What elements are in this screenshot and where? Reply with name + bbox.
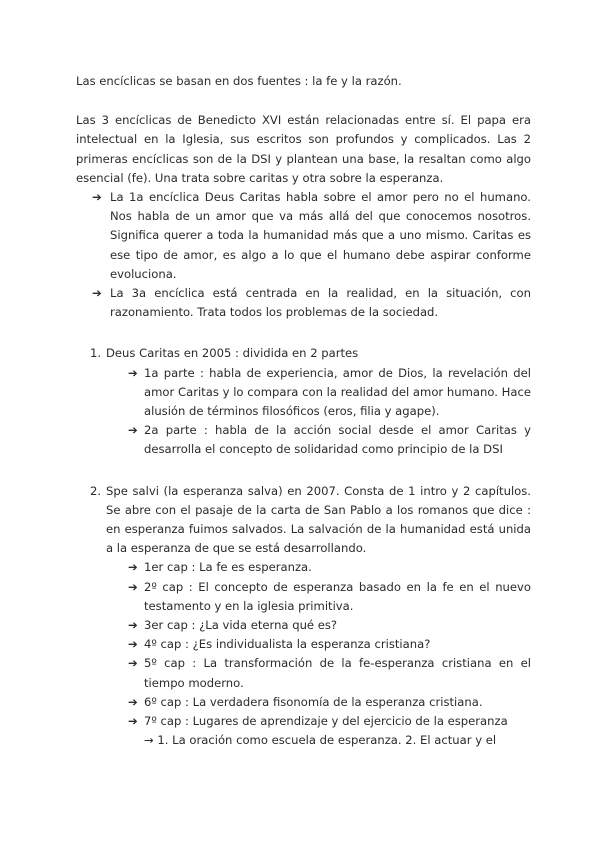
part-text: 1a parte : habla de experiencia, amor de Dios, la revelación del amor Caritas y lo compara con la realidad del amor humano. Hace alusión de términos filosóficos (eros, filia y agape). — [144, 365, 531, 419]
arrow-icon: ➔ — [92, 286, 102, 301]
part-item — [76, 364, 531, 422]
section-number: 1. — [90, 346, 102, 361]
part-item — [76, 421, 531, 459]
arrow-icon: ➔ — [128, 365, 138, 380]
arrow-icon: ➔ — [128, 637, 138, 652]
arrow-icon: ➔ — [128, 618, 138, 633]
section-number: 2. — [90, 483, 102, 498]
arrow-icon: ➔ — [128, 714, 138, 729]
chapter-text: 6º cap : La verdadera fisonomía de la esperanza cristiana. — [144, 694, 483, 709]
section-spe-salvi — [76, 482, 531, 559]
arrow-icon: ➔ — [128, 694, 138, 709]
arrow-icon: ➔ — [128, 579, 138, 594]
chapter-item — [76, 578, 531, 616]
arrow-icon: ➔ — [128, 656, 138, 671]
arrow-item-first-encyclical — [76, 188, 531, 284]
arrow-item-text: La 1a encíclica Deus Caritas habla sobre el amor pero no el humano. Nos habla de un amor que va más allá del que conocemos nosotros. Significa querer a toda la humanidad más que a uno mismo. Caritas es ese tipo de amor, es algo a lo que el humano debe aspirar conforme evoluciona. — [110, 190, 531, 281]
chapter-item — [76, 693, 531, 712]
arrow-icon: ➔ — [128, 423, 138, 438]
chapter-text: 1er cap : La fe es esperanza. — [144, 560, 312, 575]
part-text: 2a parte : habla de la acción social desde el amor Caritas y desarrolla el concepto de solidaridad como principio de la DSI — [144, 423, 531, 457]
chapter-text: 4º cap : ¿Es individualista la esperanza cristiana? — [144, 637, 431, 652]
arrow-icon: ➔ — [128, 560, 138, 575]
arrow-icon: ➔ — [92, 190, 102, 205]
chapter-seven-subitems: → 1. La oración como escuela de esperanza. 2. El actuar y el — [144, 733, 497, 748]
section-text: Spe salvi (la esperanza salva) en 2007. Consta de 1 intro y 2 capítulos. Se abre con el pasaje de la carta de San Pablo a los romanos que dice : en esperanza fuimos salvados. La salvación de la humanidad está unida a la esperanza de que se está desarrollando. — [106, 483, 531, 556]
chapter-item — [76, 712, 531, 731]
arrow-item-third-encyclical — [76, 284, 531, 322]
document-content — [76, 72, 531, 751]
chapter-text: 2º cap : El concepto de esperanza basado en la fe en el nuevo testamento y en la iglesia primitiva. — [144, 579, 531, 613]
chapter-item — [76, 635, 531, 654]
section-title: Deus Caritas en 2005 : dividida en 2 partes — [106, 346, 359, 361]
main-paragraph: Las 3 encíclicas de Benedicto XVI están relacionadas entre sí. El papa era intelectual en la Iglesia, sus escritos son profundos y complicados. Las 2 primeras encíclicas son de la DSI y plantean una base, la resaltan como algo esencial (fe). Una trata sobre caritas y otra sobre la esperanza. — [76, 113, 531, 185]
chapter-item — [76, 654, 531, 692]
intro-line: Las encíclicas se basan en dos fuentes : la fe y la razón. — [76, 74, 402, 88]
section-deus-caritas — [76, 344, 531, 363]
chapter-text: 5º cap : La transformación de la fe-esperanza cristiana en el tiempo moderno. — [144, 656, 531, 690]
chapter-text: 7º cap : Lugares de aprendizaje y del ejercicio de la esperanza — [144, 714, 508, 729]
chapter-item — [76, 558, 531, 577]
chapter-item — [76, 616, 531, 635]
arrow-item-text: La 3a encíclica está centrada en la realidad, en la situación, con razonamiento. Trata todos los problemas de la sociedad. — [110, 286, 531, 320]
chapter-text: 3er cap : ¿La vida eterna qué es? — [144, 618, 338, 633]
